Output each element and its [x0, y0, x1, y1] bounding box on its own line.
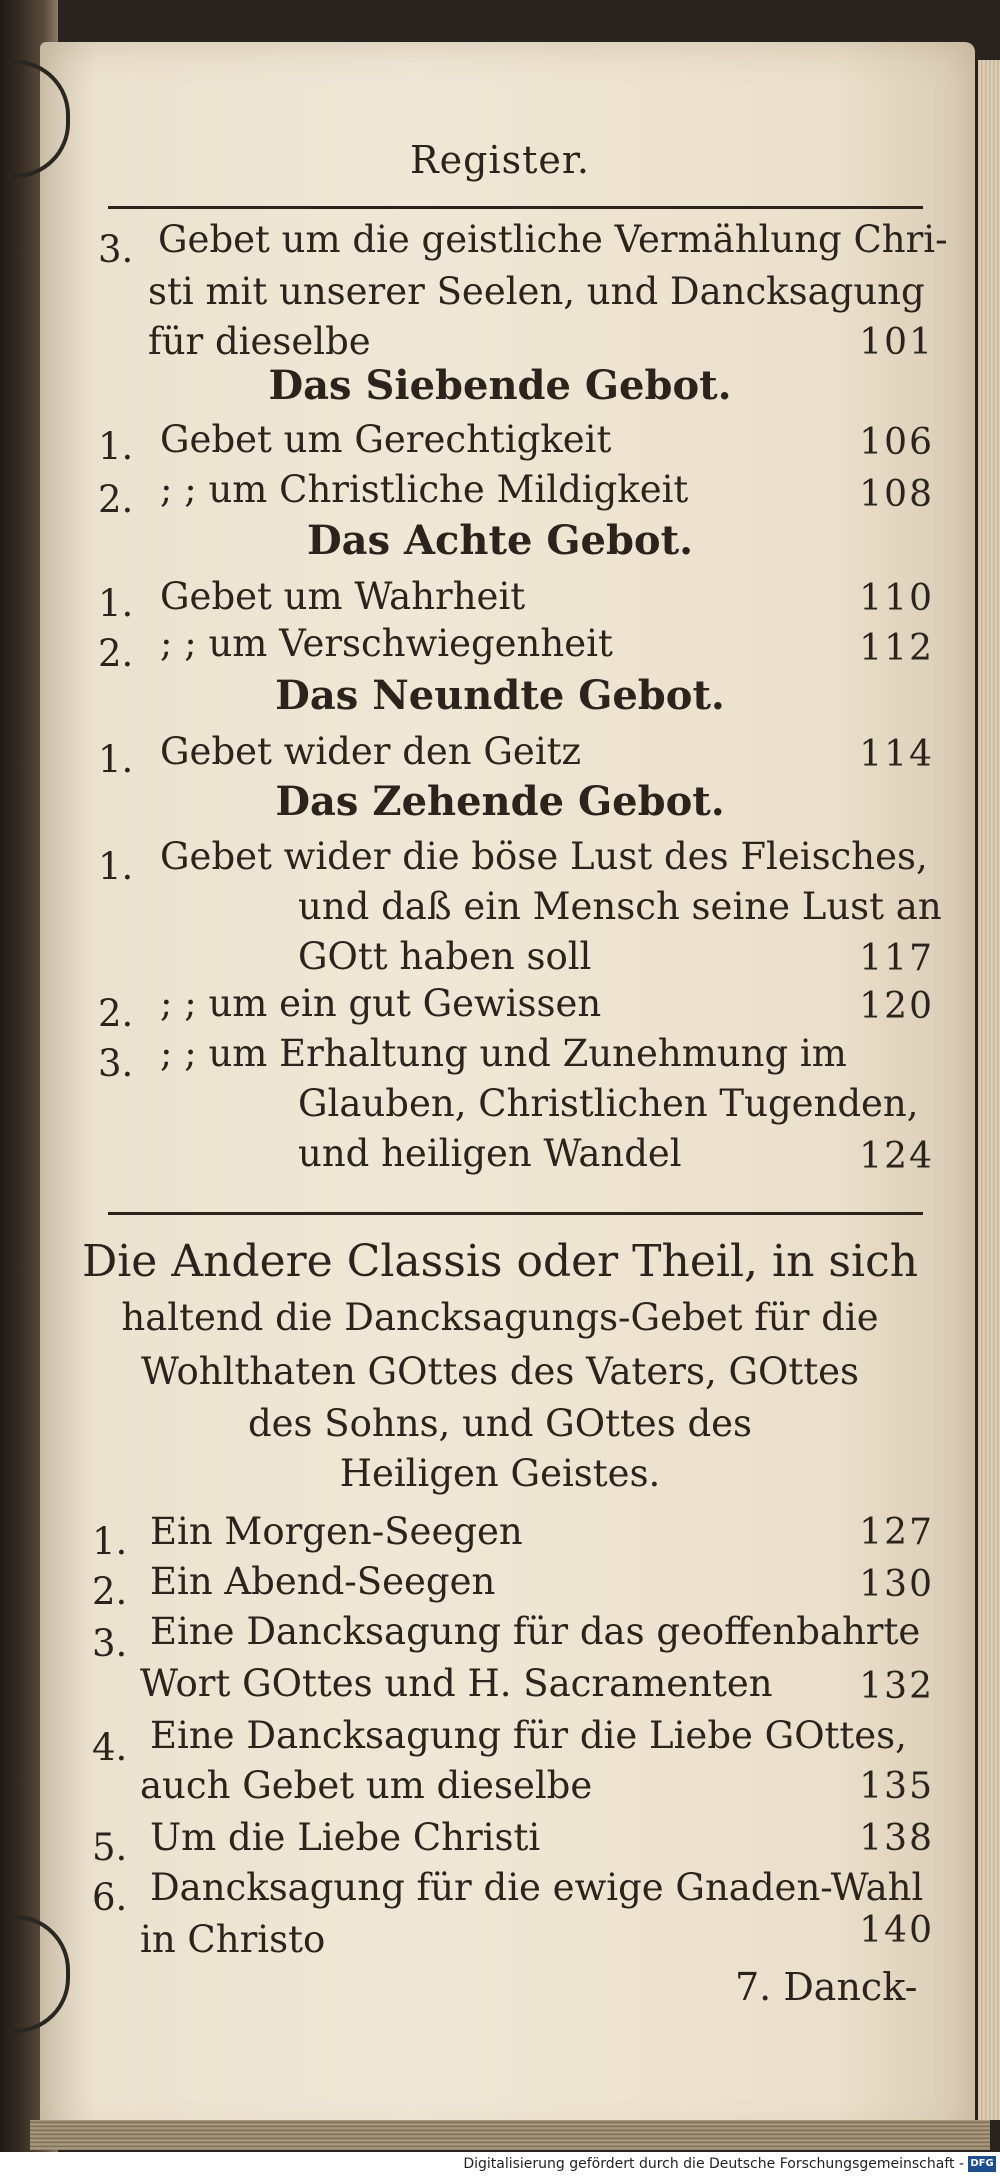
section-title: Das Achte Gebot.	[306, 517, 694, 564]
entry-text: ; ; um Verschwiegenheit	[160, 622, 613, 665]
classis-line: Wohlthaten GOttes des Vaters, GOttes	[140, 1350, 860, 1393]
entry-number: 3.	[92, 1622, 128, 1665]
entry-number: 1.	[98, 425, 134, 468]
classis-line: des Sohns, und GOttes des	[247, 1402, 753, 1445]
entry-page: 130	[859, 1564, 934, 1605]
entry-number: 2.	[92, 1570, 128, 1613]
section-title: Das Siebende Gebot.	[268, 362, 732, 409]
entry-page: 132	[859, 1666, 934, 1707]
entry-text: Gebet um Wahrheit	[160, 575, 526, 618]
entry-number: 6.	[92, 1876, 128, 1919]
entry-text: Gebet um die geistliche Vermählung Chri-	[158, 218, 948, 261]
entry-continuation: Wort GOttes und H. Sacramenten	[140, 1662, 773, 1705]
entry-page: 127	[859, 1512, 934, 1553]
entry-continuation: und daß ein Mensch seine Lust an	[298, 885, 942, 928]
section-title: Das Zehende Gebot.	[275, 778, 725, 825]
entry-continuation: GOtt haben soll	[298, 935, 592, 978]
entry-page: 114	[859, 734, 934, 775]
entry-text: Ein Abend-Seegen	[150, 1560, 496, 1603]
classis-line: Heiligen Geistes.	[339, 1452, 661, 1495]
entry-page: 117	[859, 938, 934, 979]
entry-text: ; ; um Erhaltung und Zunehmung im	[160, 1032, 847, 1075]
entry-number: 1.	[98, 738, 134, 781]
entry-page: 140	[859, 1910, 934, 1951]
dfg-logo: DFG	[968, 2156, 996, 2172]
page-header: Register.	[410, 138, 590, 182]
entry-text: ; ; um Christliche Mildigkeit	[160, 468, 689, 511]
bottom-page-edge	[30, 2120, 990, 2150]
entry-continuation: und heiligen Wandel	[298, 1132, 682, 1175]
entry-text: Um die Liebe Christi	[150, 1816, 541, 1859]
header-rule	[108, 206, 923, 209]
entry-page: 108	[859, 474, 934, 515]
entry-page: 112	[859, 628, 934, 669]
entry-continuation: für dieselbe	[148, 320, 371, 363]
entry-continuation: Glauben, Christlichen Tugenden,	[298, 1082, 919, 1125]
entry-text: Gebet wider die böse Lust des Fleisches,	[160, 835, 928, 878]
entry-number: 2.	[98, 992, 134, 1035]
entry-text: Dancksagung für die ewige Gnaden-Wahl	[150, 1866, 924, 1909]
entry-text: Ein Morgen-Seegen	[150, 1510, 523, 1553]
entry-page: 124	[859, 1136, 934, 1177]
entry-number: 5.	[92, 1826, 128, 1869]
section-rule	[108, 1212, 923, 1215]
entry-number: 2.	[98, 478, 134, 521]
catchword: 7. Danck-	[735, 1965, 918, 2009]
entry-number: 1.	[92, 1520, 128, 1563]
entry-number: 1.	[98, 582, 134, 625]
entry-continuation: in Christo	[140, 1918, 326, 1961]
entry-text: Eine Dancksagung für die Liebe GOttes,	[150, 1714, 907, 1757]
entry-number: 3.	[98, 228, 134, 271]
entry-continuation: sti mit unserer Seelen, und Dancksagung	[148, 270, 925, 313]
entry-page: 106	[859, 422, 934, 463]
entry-number: 2.	[98, 632, 134, 675]
footer-text: Digitalisierung gefördert durch die Deutsche Forschungsgemeinschaft -	[463, 2156, 964, 2172]
entry-number: 3.	[98, 1042, 134, 1085]
entry-continuation: auch Gebet um dieselbe	[140, 1764, 593, 1807]
entry-page: 120	[859, 986, 934, 1027]
entry-page: 101	[859, 322, 934, 363]
classis-line: haltend die Dancksagungs-Gebet für die	[121, 1296, 879, 1339]
entry-number: 4.	[92, 1726, 128, 1769]
entry-page: 110	[859, 578, 934, 619]
entry-page: 135	[859, 1766, 934, 1807]
entry-number: 1.	[98, 845, 134, 888]
digitization-footer	[0, 2152, 1000, 2178]
section-title: Das Neundte Gebot.	[275, 672, 725, 719]
entry-text: Eine Dancksagung für das geoffenbahrte	[150, 1610, 921, 1653]
entry-text: Gebet wider den Geitz	[160, 730, 582, 773]
classis-title: Die Andere Classis oder Theil, in sich	[81, 1236, 919, 1287]
entry-text: ; ; um ein gut Gewissen	[160, 982, 602, 1025]
entry-page: 138	[859, 1818, 934, 1859]
entry-text: Gebet um Gerechtigkeit	[160, 418, 612, 461]
